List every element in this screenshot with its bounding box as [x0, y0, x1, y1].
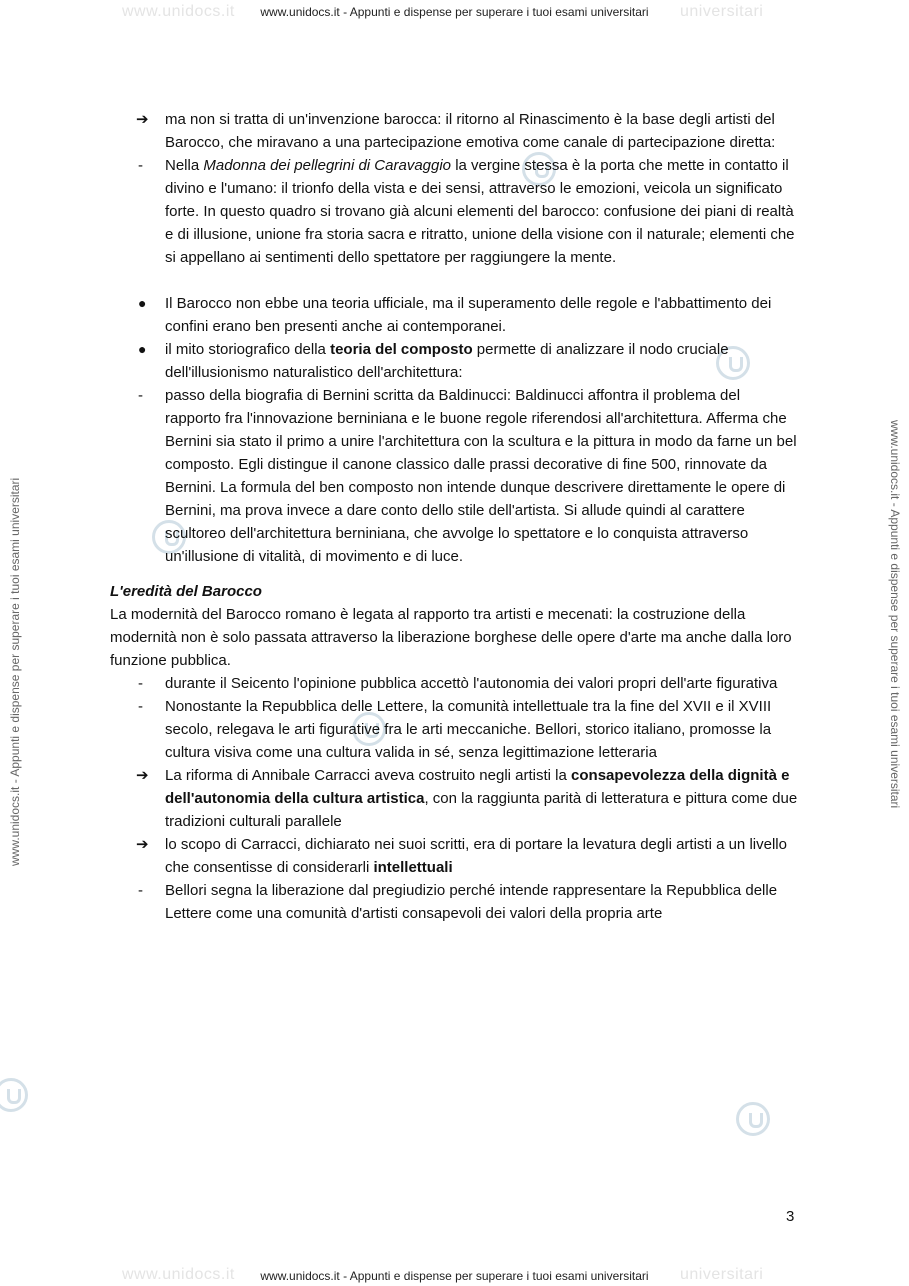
- section-heading: [110, 580, 800, 603]
- text: [165, 295, 771, 335]
- unidocs-logo-icon: [0, 1078, 28, 1112]
- watermark-side-left: www.unidocs.it - Appunti e dispense per superare i tuoi esami universitari: [8, 477, 22, 866]
- dash-bullet-icon: -: [138, 698, 143, 715]
- list-item: [110, 833, 800, 879]
- list-item: [110, 384, 800, 568]
- dash-bullet-icon: -: [138, 882, 143, 899]
- list-item: [110, 108, 800, 154]
- bold-text: intellettuali: [373, 859, 453, 876]
- watermark-ghost-left: www.unidocs.it: [122, 3, 235, 20]
- text: [165, 675, 777, 692]
- watermark-header: www.unidocs.it - Appunti e dispense per superare i tuoi esami universitari: [260, 5, 649, 19]
- text-run: L'eredità del Barocco: [110, 583, 262, 600]
- text-run: passo della biografia di Bernini scritta da Baldinucci: Baldinucci affontra il problema del rapporto fra l'innovazione berniniana e le buone regole riferendosi all'architettura. Afferma che Bernini sia stato il primo a unire l'architettura con la scultura e la pittura in modo da farne un bel composto. Egli distingue il canone classico dalle prassi decorative di fine 500, rinnovate da Bernini. La formula del ben composto non intende dunque descrivere direttamente le opere di Bernini, ma prova invece a dare conto dello stile dell'artista. Si allude quindi al carattere scultoreo dell'architettura berniniana, che avvolge lo spettatore e lo conquista attraverso un'illusione di vitalità, di movimento e di luce.: [165, 387, 797, 565]
- watermark-side-right: www.unidocs.it - Appunti e dispense per superare i tuoi esami universitari: [888, 420, 902, 809]
- watermark-ghost-left-footer: www.unidocs.it: [122, 1266, 235, 1283]
- text: [110, 606, 792, 669]
- list-item: [110, 672, 800, 695]
- dash-bullet-icon: -: [138, 675, 143, 692]
- arrow-bullet-icon: ➔: [136, 767, 149, 784]
- bold-text: teoria del composto: [330, 341, 473, 358]
- paragraph: [110, 603, 800, 672]
- text: [165, 341, 729, 381]
- text-run: Nella: [165, 157, 204, 174]
- list-item: [110, 879, 800, 925]
- text-run: il mito storiografico della: [165, 341, 331, 358]
- unidocs-logo-icon: [736, 1102, 770, 1136]
- text-run: lo scopo di Carracci, dichiarato nei suoi scritti, era di portare la levatura degli artisti a un livello che consentisse di considerarli: [165, 836, 787, 876]
- list-item: [110, 338, 800, 384]
- text: [110, 583, 262, 600]
- list-item: [110, 764, 800, 833]
- text-run: Bellori segna la liberazione dal pregiudizio perché intende rappresentare la Repubblica delle Lettere come una comunità d'artisti consapevoli dei valori della propria arte: [165, 882, 778, 922]
- watermark-ghost-right: universitari: [680, 3, 764, 20]
- text-run: ma non si tratta di un'invenzione barocca: il ritorno al Rinascimento è la base degli artisti del Barocco, che miravano a una partecipazione emotiva come canale di partecipazione diretta:: [165, 111, 776, 151]
- dash-bullet-icon: -: [138, 157, 143, 174]
- text: [165, 387, 797, 565]
- list-item: [110, 154, 800, 269]
- text: [165, 157, 795, 266]
- text-run: La riforma di Annibale Carracci aveva costruito negli artisti la: [165, 767, 572, 784]
- text: [165, 882, 777, 922]
- italic-text: Madonna dei pellegrini di Caravaggio: [203, 157, 452, 174]
- text: [165, 836, 787, 876]
- text-run: , con la raggiunta parità di letteratura e pittura come due tradizioni culturali parallele: [165, 790, 798, 830]
- list-item: [110, 695, 800, 764]
- spacer: [110, 269, 800, 292]
- text-run: permette di analizzare il nodo cruciale dell'illusionismo naturalistico dell'architettura:: [165, 341, 729, 381]
- bold-text: consapevolezza della dignità e dell'autonomia della cultura artistica: [165, 767, 790, 807]
- dot-bullet-icon: ●: [138, 341, 147, 357]
- page-number: 3: [786, 1208, 795, 1225]
- list-item: [110, 292, 800, 338]
- arrow-bullet-icon: ➔: [136, 836, 149, 853]
- text-run: Nonostante la Repubblica delle Lettere, la comunità intellettuale tra la fine del XVII e il XVIII secolo, relegava le arti figurative fra le arti meccaniche. Bellori, storico italiano, promosse la cultura visiva come una cultura valida in sé, senza legittimazione letteraria: [165, 698, 772, 761]
- dot-bullet-icon: ●: [138, 295, 147, 311]
- dash-bullet-icon: -: [138, 387, 143, 404]
- watermark-ghost-right-footer: universitari: [680, 1266, 764, 1283]
- text: [165, 111, 775, 151]
- text-run: Il Barocco non ebbe una teoria ufficiale, ma il superamento delle regole e l'abbattimento dei confini erano ben presenti anche ai contemporanei.: [165, 295, 772, 335]
- arrow-bullet-icon: ➔: [136, 111, 149, 128]
- text-run: La modernità del Barocco romano è legata al rapporto tra artisti e mecenati: la costruzione della modernità non è solo passata attraverso la liberazione borghese delle opere d'arte ma anche dalla loro funzione pubblica.: [110, 606, 792, 669]
- text-run: durante il Seicento l'opinione pubblica accettò l'autonomia dei valori propri dell'arte figurativa: [165, 675, 778, 692]
- text-run: la vergine stessa è la porta che mette in contatto il divino e l'umano: il trionfo della vista e dei sensi, attraverso le emozioni, veicola un significato forte. In questo quadro si trovano già alcuni elementi del barocco: confusione dei piani di realtà e di illusione, unione fra storia sacra e ritratto, unione della visione con il naturale; elementi che si appellano ai sentimenti dello spettatore per raggiungere la mente.: [165, 157, 795, 266]
- text: [165, 698, 771, 761]
- watermark-footer: www.unidocs.it - Appunti e dispense per superare i tuoi esami universitari: [260, 1269, 649, 1283]
- document-body: [110, 108, 800, 925]
- text: [165, 767, 797, 830]
